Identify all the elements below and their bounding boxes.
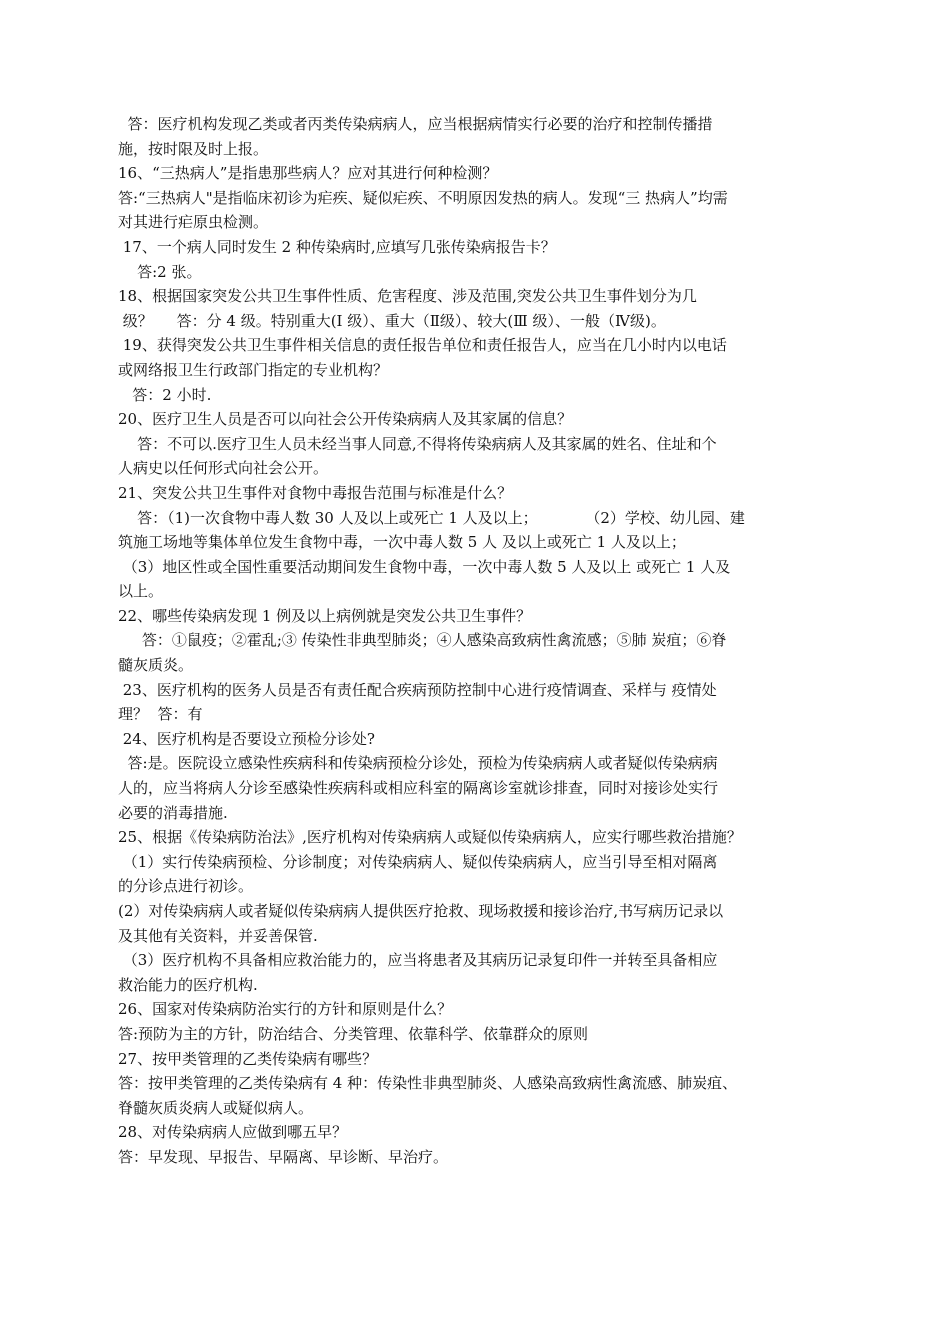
question-line: 17、一个病人同时发生 2 种传染病时,应填写几张传染病报告卡？ [118, 237, 556, 256]
text-line: 级？ 答：分 4 级。特别重大(I 级）、重大（Ⅱ级）、较大(Ⅲ 级）、一般（Ⅳ级)。 [118, 311, 666, 330]
text-line: 答：2 小时. [118, 385, 212, 404]
question-line: 27、按甲类管理的乙类传染病有哪些？ [118, 1049, 378, 1068]
text-line: 必要的消毒措施. [118, 803, 228, 822]
text-line: 答：①鼠疫；②霍乱;③ 传染性非典型肺炎；④人感染高致病性禽流感；⑤肺 炭疽；⑥脊 [118, 631, 727, 650]
text-line: 髓灰质炎。 [118, 656, 194, 675]
document-body [118, 112, 843, 1170]
question-line: 24、医疗机构是否要设立预检分诊处? [118, 729, 375, 748]
text-line: 筑施工场地等集体单位发生食物中毒，一次中毒人数 5 人 及以上或死亡 1 人及以上； [118, 533, 686, 552]
question-line: 20、医疗卫生人员是否可以向社会公开传染病病人及其家属的信息？ [118, 410, 573, 429]
text-line: 及其他有关资料，并妥善保管. [118, 926, 318, 945]
text-line: 施，按时限及时上报。 [118, 139, 269, 158]
text-line: 答：早发现、早报告、早隔离、早诊断、早治疗。 [118, 1147, 449, 1166]
text-line: 答:2 张。 [118, 262, 202, 281]
text-line: 答：不可以.医疗卫生人员未经当事人同意,不得将传染病病人及其家属的姓名、住址和个 [118, 434, 717, 453]
text-line: 脊髓灰质炎病人或疑似病人。 [118, 1098, 314, 1117]
text-line: 人的，应当将病人分诊至感染性疾病科或相应科室的隔离诊室就诊排查，同时对接诊处实行 [118, 779, 719, 798]
text-line: 答:是。医院设立感染性疾病科和传染病预检分诊处，预检为传染病病人或者疑似传染病病 [118, 754, 718, 773]
text-line: 理？ 答：有 [118, 705, 203, 724]
question-line: 28、对传染病病人应做到哪五早？ [118, 1123, 348, 1142]
question-line: 16、“三热病人”是指患那些病人？应对其进行何种检测？ [118, 164, 498, 183]
text-line: 答：（1)一次食物中毒人数 30 人及以上或死亡 1 人及以上； （2）学校、幼儿园、建 [118, 508, 745, 527]
text-line: 的分诊点进行初诊。 [118, 877, 254, 896]
text-line: 对其进行疟原虫检测。 [118, 213, 269, 232]
question-line: 18、根据国家突发公共卫生事件性质、危害程度、涉及范围,突发公共卫生事件划分为几 [118, 287, 697, 306]
text-line: 答：按甲类管理的乙类传染病有 4 种：传染性非典型肺炎、人感染高致病性禽流感、肺炭疽、 [118, 1074, 738, 1093]
text-line: 答:预防为主的方针，防治结合、分类管理、依靠科学、依靠群众的原则 [118, 1024, 589, 1043]
text-line: （3）地区性或全国性重要活动期间发生食物中毒，一次中毒人数 5 人及以上 或死亡 1 人及 [118, 557, 731, 576]
question-line: 25、根据《传染病防治法》,医疗机构对传染病病人或疑似传染病病人，应实行哪些救治措施？ [118, 828, 742, 847]
text-line: 救治能力的医疗机构. [118, 975, 258, 994]
text-line: 答:“三热病人"是指临床初诊为疟疾、疑似疟疾、不明原因发热的病人。发现“三 热病人”均需 [118, 188, 728, 207]
text-line: （3）医疗机构不具备相应救治能力的，应当将患者及其病历记录复印件一并转至具备相应 [118, 951, 718, 970]
text-line: (2）对传染病病人或者疑似传染病病人提供医疗抢救、现场救援和接诊治疗,书写病历记录以 [118, 902, 724, 920]
text-line: 或网络报卫生行政部门指定的专业机构？ [118, 360, 389, 379]
text-line: 人病史以任何形式向社会公开。 [118, 459, 329, 478]
text-line: （1）实行传染病预检、分诊制度；对传染病病人、疑似传染病病人，应当引导至相对隔离 [118, 852, 718, 871]
text-line: 答：医疗机构发现乙类或者丙类传染病病人，应当根据病情实行必要的治疗和控制传播措 [118, 115, 713, 133]
text-line: 以上。 [118, 582, 164, 601]
question-line: 21、突发公共卫生事件对食物中毒报告范围与标准是什么？ [118, 483, 513, 502]
question-line: 22、哪些传染病发现 1 例及以上病例就是突发公共卫生事件？ [118, 606, 532, 625]
question-line: 19、获得突发公共卫生事件相关信息的责任报告单位和责任报告人，应当在几小时内以电话 [118, 336, 727, 355]
question-line: 23、医疗机构的医务人员是否有责任配合疾病预防控制中心进行疫情调查、采样与 疫情处 [118, 680, 717, 699]
question-line: 26、国家对传染病防治实行的方针和原则是什么？ [118, 1000, 453, 1019]
